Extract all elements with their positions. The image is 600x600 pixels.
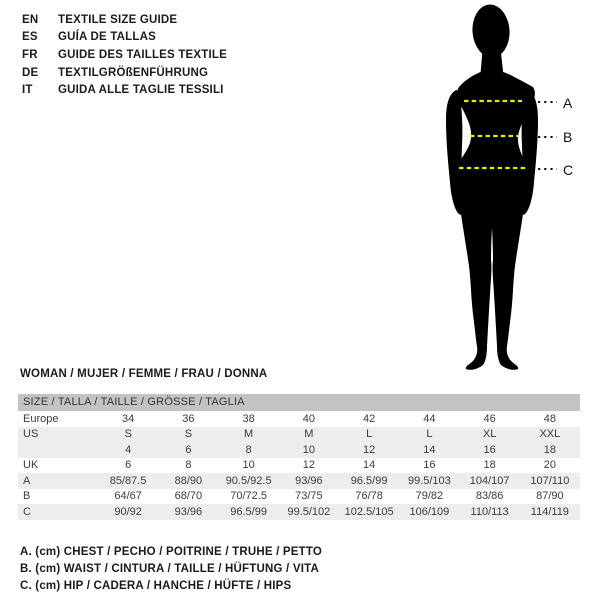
size-value: 106/109 bbox=[409, 505, 450, 518]
row-label: B bbox=[23, 490, 31, 503]
marker-label-c: C bbox=[563, 162, 574, 178]
table-row bbox=[18, 473, 580, 489]
size-value: XL bbox=[482, 428, 497, 441]
woman-silhouette bbox=[446, 3, 538, 370]
marker-label-b: B bbox=[563, 129, 573, 145]
language-row bbox=[22, 29, 227, 47]
size-value: 96.5/99 bbox=[230, 505, 267, 518]
size-value: M bbox=[244, 428, 254, 441]
marker-label-a: A bbox=[563, 95, 573, 111]
size-value: 16 bbox=[483, 443, 496, 456]
size-value: 79/82 bbox=[415, 490, 444, 503]
size-value: 40 bbox=[302, 412, 315, 425]
table-row bbox=[18, 427, 580, 443]
table-row bbox=[18, 489, 580, 505]
size-value: 10 bbox=[242, 459, 255, 472]
language-title: GUIDA ALLE TAGLIE TESSILI bbox=[58, 84, 224, 97]
language-row bbox=[22, 11, 227, 29]
size-value: 42 bbox=[363, 412, 376, 425]
size-value: 87/90 bbox=[536, 490, 564, 503]
language-title: TEXTILGRÖßENFÜHRUNG bbox=[58, 66, 209, 79]
size-value: 114/119 bbox=[530, 505, 569, 518]
size-value: 90/92 bbox=[114, 505, 142, 518]
legend-line-hip: C. (cm) HIP / CADERA / HANCHE / HÜFTE / HIPS bbox=[20, 580, 292, 593]
size-value: S bbox=[124, 428, 132, 441]
size-value: 18 bbox=[483, 459, 496, 472]
language-title: GUÍA DE TALLAS bbox=[58, 31, 156, 44]
size-value: 6 bbox=[125, 459, 132, 472]
size-value: 99.5/103 bbox=[407, 474, 451, 487]
table-row bbox=[18, 442, 580, 458]
size-value: 64/67 bbox=[114, 490, 142, 503]
legend-line-chest: A. (cm) CHEST / PECHO / POITRINE / TRUHE / PETTO bbox=[20, 546, 323, 558]
table-row bbox=[18, 504, 580, 520]
size-value: 16 bbox=[423, 459, 436, 472]
size-table bbox=[18, 394, 580, 520]
size-value: 38 bbox=[242, 412, 255, 425]
size-table-body bbox=[18, 411, 580, 520]
size-value: 73/75 bbox=[295, 490, 323, 503]
language-row bbox=[22, 46, 227, 64]
size-value: L bbox=[426, 428, 433, 441]
size-value: 102.5/105 bbox=[344, 505, 394, 518]
size-value: 90.5/92.5 bbox=[225, 474, 272, 487]
language-code: FR bbox=[22, 48, 38, 61]
row-label: A bbox=[23, 474, 31, 487]
size-value: 96.5/99 bbox=[350, 474, 388, 487]
table-row bbox=[18, 411, 580, 427]
size-value: 34 bbox=[122, 412, 135, 425]
size-value: 46 bbox=[483, 412, 496, 425]
size-value: 6 bbox=[185, 443, 192, 456]
language-title: TEXTILE SIZE GUIDE bbox=[58, 13, 178, 26]
size-value: 48 bbox=[543, 412, 556, 425]
legend-line-waist: B. (cm) WAIST / CINTURA / TAILLE / HÜFTUNG / VITA bbox=[20, 563, 319, 576]
size-value: XXL bbox=[539, 428, 561, 441]
language-title: GUIDE DES TAILLES TEXTILE bbox=[58, 48, 227, 61]
row-label: Europe bbox=[23, 412, 59, 425]
section-heading: WOMAN / MUJER / FEMME / FRAU / DONNA bbox=[20, 368, 268, 380]
size-value: 8 bbox=[245, 443, 252, 456]
size-value: 99.5/102 bbox=[287, 505, 331, 518]
size-value: 85/87.5 bbox=[109, 474, 147, 487]
language-code: ES bbox=[22, 31, 38, 44]
size-value: 14 bbox=[363, 459, 376, 472]
row-label: US bbox=[23, 428, 39, 441]
size-value: 20 bbox=[543, 459, 556, 472]
measurement-legend bbox=[20, 544, 322, 596]
language-row bbox=[22, 64, 227, 82]
size-value: 44 bbox=[423, 412, 436, 425]
size-value: 12 bbox=[363, 443, 376, 456]
size-value: 107/110 bbox=[530, 474, 570, 487]
measurement-diagram bbox=[420, 0, 600, 382]
size-value: 83/86 bbox=[475, 490, 504, 503]
size-value: 8 bbox=[185, 459, 192, 472]
size-value: 76/78 bbox=[355, 490, 383, 503]
size-value: 93/96 bbox=[295, 474, 323, 487]
size-value: 70/72.5 bbox=[230, 490, 267, 503]
size-value: 104/107 bbox=[469, 474, 510, 487]
size-value: 110/113 bbox=[470, 505, 509, 518]
language-list bbox=[22, 11, 227, 99]
size-value: 14 bbox=[423, 443, 436, 456]
size-value: 68/70 bbox=[174, 490, 203, 503]
language-code: EN bbox=[22, 13, 39, 26]
size-value: 10 bbox=[302, 443, 315, 456]
language-code: IT bbox=[22, 84, 33, 97]
size-value: 36 bbox=[182, 412, 195, 425]
size-value: 88/90 bbox=[174, 474, 203, 487]
row-label: C bbox=[23, 505, 31, 518]
language-code: DE bbox=[22, 66, 39, 79]
row-label: UK bbox=[23, 459, 39, 472]
size-value: 93/96 bbox=[174, 505, 203, 518]
woman-silhouette-figure bbox=[420, 0, 600, 382]
size-value: 18 bbox=[543, 443, 556, 456]
size-value: 12 bbox=[302, 459, 315, 472]
size-value: L bbox=[366, 428, 373, 441]
size-value: 4 bbox=[125, 443, 132, 456]
table-row bbox=[18, 458, 580, 474]
language-row bbox=[22, 81, 227, 99]
size-value: S bbox=[184, 428, 193, 441]
size-table-header: SIZE / TALLA / TAILLE / GRÖSSE / TAGLIA bbox=[18, 394, 580, 411]
size-value: M bbox=[304, 428, 314, 441]
